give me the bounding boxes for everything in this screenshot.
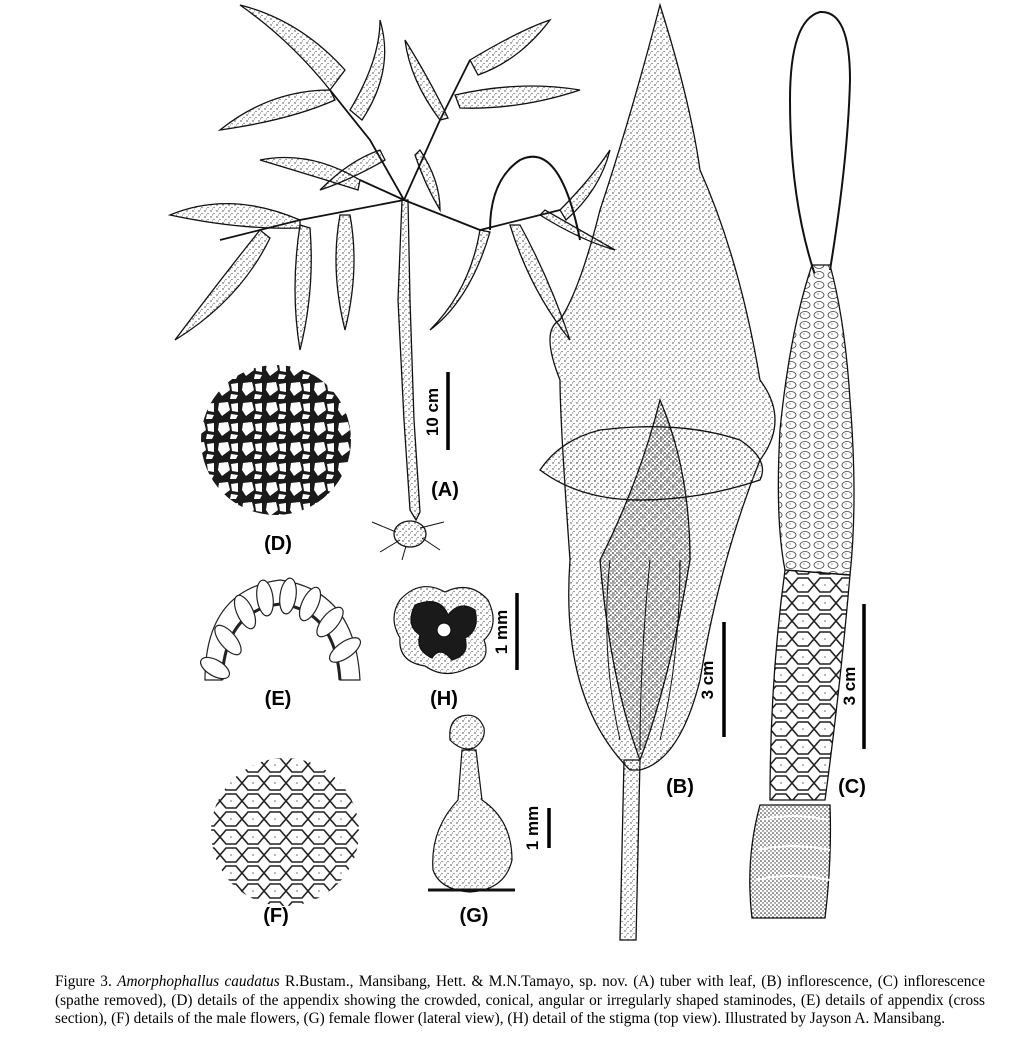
panel-label-c: (C) — [838, 776, 866, 798]
panel-label-e: (E) — [264, 688, 292, 710]
panel-label-d: (D) — [264, 533, 292, 555]
caption-species: Amorphophallus caudatus — [117, 973, 280, 991]
panel-label-b: (B) — [666, 776, 694, 798]
scale-bar-label-h: 1 mm — [492, 609, 511, 655]
scale-bar-label-b: 3 cm — [698, 660, 717, 700]
panel-label-f: (F) — [263, 905, 289, 927]
panel-label-h: (H) — [430, 688, 458, 710]
male-flowers-detail-f — [211, 758, 359, 906]
appendix-cross-section-e — [197, 577, 364, 683]
inflorescence-illustration-b — [490, 5, 775, 940]
caption-text: R.Bustam., Mansibang, Hett. & M.N.Tamayo, sp. nov. (A) tuber with leaf, (B) inflorescence, (C) inflorescence (spathe removed), (D) details of the appendix showing the crowded, conical, angular or irregularly shaped staminodes, (E) details of appendix (cross section), (F) details of the male flowers, (G) female flower (lateral view), (H) detail of the stigma (top view). Illustrated by Jayson A. Mansibang. — [55, 973, 985, 1028]
caption-prefix: Figure 3. — [55, 973, 118, 991]
scale-bar-label-c: 3 cm — [840, 666, 859, 706]
appendix-detail-d — [200, 364, 352, 516]
scale-bar-label-g: 1 mm — [523, 805, 542, 851]
female-flower-lateral-g — [428, 715, 515, 892]
panel-label-a: (A) — [431, 479, 459, 501]
scale-bar-label-a: 10 cm — [423, 387, 442, 437]
panel-label-g: (G) — [459, 905, 489, 927]
figure-caption — [55, 973, 985, 1029]
stigma-top-view-h — [394, 587, 493, 674]
